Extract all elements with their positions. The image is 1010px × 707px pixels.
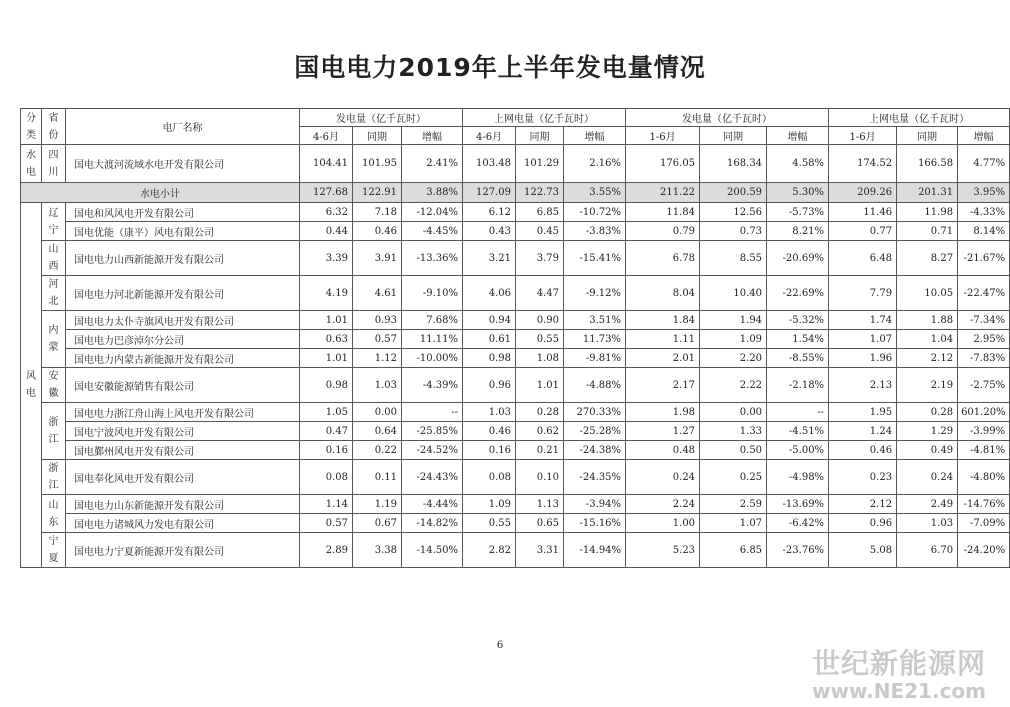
value-cell: 1.07 <box>700 514 767 533</box>
value-cell: 0.22 <box>353 441 402 460</box>
plant-name-cell: 国电宁波风电开发有限公司 <box>66 422 300 441</box>
value-cell: -20.69% <box>767 241 829 276</box>
value-cell: 11.46 <box>829 203 897 222</box>
value-cell: 1.27 <box>626 422 700 441</box>
value-cell: 0.55 <box>516 330 564 349</box>
plant-name-cell: 国电电力山东新能源开发有限公司 <box>66 495 300 514</box>
value-cell: 0.63 <box>300 330 353 349</box>
category-cell: 风电 <box>21 203 42 568</box>
value-cell: 0.28 <box>897 403 958 422</box>
value-cell: 1.13 <box>516 495 564 514</box>
sub-header: 同期 <box>516 127 564 145</box>
value-cell: 0.93 <box>353 311 402 330</box>
value-cell: 166.58 <box>897 145 958 183</box>
value-cell: 11.84 <box>626 203 700 222</box>
table-row <box>21 514 1010 533</box>
value-cell: 270.33% <box>564 403 626 422</box>
value-cell: 0.79 <box>626 222 700 241</box>
value-cell: 1.03 <box>897 514 958 533</box>
value-cell: 1.05 <box>300 403 353 422</box>
value-cell: 3.51% <box>564 311 626 330</box>
subtotal-label: 水电小计 <box>21 183 300 203</box>
table-row <box>21 311 1010 330</box>
value-cell: 2.89 <box>300 533 353 568</box>
value-cell: 0.77 <box>829 222 897 241</box>
value-cell: 211.22 <box>626 183 700 203</box>
value-cell: 0.94 <box>463 311 516 330</box>
value-cell: 0.65 <box>516 514 564 533</box>
value-cell: 6.78 <box>626 241 700 276</box>
value-cell: 0.08 <box>463 460 516 495</box>
value-cell: -4.51% <box>767 422 829 441</box>
value-cell: 2.17 <box>626 368 700 403</box>
table-row <box>21 495 1010 514</box>
value-cell: -10.72% <box>564 203 626 222</box>
value-cell: 10.40 <box>700 276 767 311</box>
province-cell: 浙江 <box>42 460 66 495</box>
value-cell: -7.83% <box>958 349 1010 368</box>
value-cell: 1.04 <box>897 330 958 349</box>
table-row <box>21 241 1010 276</box>
value-cell: -14.94% <box>564 533 626 568</box>
value-cell: 0.47 <box>300 422 353 441</box>
table-row <box>21 349 1010 368</box>
watermark-line1: 世纪新能源网 <box>811 647 986 680</box>
value-cell: 5.23 <box>626 533 700 568</box>
value-cell: 1.09 <box>700 330 767 349</box>
value-cell: 601.20% <box>958 403 1010 422</box>
site-watermark <box>812 648 986 702</box>
value-cell: 176.05 <box>626 145 700 183</box>
value-cell: -22.69% <box>767 276 829 311</box>
value-cell: 2.13 <box>829 368 897 403</box>
plant-name-cell: 国电和风风电开发有限公司 <box>66 203 300 222</box>
table-row <box>21 203 1010 222</box>
sub-header: 增幅 <box>402 127 463 145</box>
value-cell: 127.09 <box>463 183 516 203</box>
value-cell: -2.18% <box>767 368 829 403</box>
value-cell: -14.50% <box>402 533 463 568</box>
value-cell: 4.58% <box>767 145 829 183</box>
value-cell: 12.56 <box>700 203 767 222</box>
sub-header: 增幅 <box>767 127 829 145</box>
value-cell: 1.33 <box>700 422 767 441</box>
value-cell: 1.54% <box>767 330 829 349</box>
plant-name-cell: 国电电力内蒙古新能源开发有限公司 <box>66 349 300 368</box>
value-cell: 2.41% <box>402 145 463 183</box>
table-row <box>21 330 1010 349</box>
value-cell: -13.36% <box>402 241 463 276</box>
value-cell: 200.59 <box>700 183 767 203</box>
value-cell: 0.08 <box>300 460 353 495</box>
value-cell: 2.59 <box>700 495 767 514</box>
value-cell: 0.61 <box>463 330 516 349</box>
generation-table <box>20 108 1010 568</box>
value-cell: 4.47 <box>516 276 564 311</box>
value-cell: 4.19 <box>300 276 353 311</box>
table-row <box>21 403 1010 422</box>
value-cell: 2.24 <box>626 495 700 514</box>
value-cell: -24.38% <box>564 441 626 460</box>
value-cell: -4.88% <box>564 368 626 403</box>
plant-name-cell: 国电电力太仆寺旗风电开发有限公司 <box>66 311 300 330</box>
value-cell: 3.38 <box>353 533 402 568</box>
value-cell: 0.62 <box>516 422 564 441</box>
group-header: 上网电量（亿千瓦时） <box>829 109 1010 127</box>
value-cell: -21.67% <box>958 241 1010 276</box>
value-cell: 201.31 <box>897 183 958 203</box>
table-row <box>21 183 1010 203</box>
value-cell: 174.52 <box>829 145 897 183</box>
province-cell: 浙江 <box>42 403 66 460</box>
value-cell: 1.01 <box>516 368 564 403</box>
value-cell: 11.98 <box>897 203 958 222</box>
value-cell: 6.70 <box>897 533 958 568</box>
value-cell: 0.10 <box>516 460 564 495</box>
category-header: 分类 <box>21 109 42 145</box>
value-cell: 0.43 <box>463 222 516 241</box>
group-header: 上网电量（亿千瓦时） <box>463 109 626 127</box>
value-cell: 0.98 <box>463 349 516 368</box>
value-cell: -7.34% <box>958 311 1010 330</box>
table-row <box>21 145 1010 183</box>
value-cell: 1.74 <box>829 311 897 330</box>
value-cell: 1.03 <box>353 368 402 403</box>
value-cell: 2.49 <box>897 495 958 514</box>
value-cell: -- <box>402 403 463 422</box>
plant-name-cell: 国电奉化风电开发有限公司 <box>66 460 300 495</box>
value-cell: -15.16% <box>564 514 626 533</box>
value-cell: 1.24 <box>829 422 897 441</box>
value-cell: -23.76% <box>767 533 829 568</box>
table-row <box>21 109 1010 127</box>
value-cell: -24.52% <box>402 441 463 460</box>
value-cell: -4.98% <box>767 460 829 495</box>
value-cell: -24.43% <box>402 460 463 495</box>
value-cell: 0.25 <box>700 460 767 495</box>
value-cell: 2.22 <box>700 368 767 403</box>
province-cell: 河北 <box>42 276 66 311</box>
value-cell: 1.96 <box>829 349 897 368</box>
value-cell: 0.24 <box>626 460 700 495</box>
plant-name-cell: 国电大渡河流域水电开发有限公司 <box>66 145 300 183</box>
sub-header: 1-6月 <box>626 127 700 145</box>
plant-name-cell: 国电电力山西新能源开发有限公司 <box>66 241 300 276</box>
province-header: 省份 <box>42 109 66 145</box>
value-cell: 127.68 <box>300 183 353 203</box>
value-cell: 122.73 <box>516 183 564 203</box>
value-cell: 0.98 <box>300 368 353 403</box>
page-number: 6 <box>496 640 504 651</box>
value-cell: 1.03 <box>463 403 516 422</box>
value-cell: 101.95 <box>353 145 402 183</box>
value-cell: 1.01 <box>300 311 353 330</box>
value-cell: -5.00% <box>767 441 829 460</box>
value-cell: 4.06 <box>463 276 516 311</box>
table-row <box>21 222 1010 241</box>
value-cell: 0.55 <box>463 514 516 533</box>
value-cell: -4.45% <box>402 222 463 241</box>
value-cell: 3.95% <box>958 183 1010 203</box>
value-cell: 6.32 <box>300 203 353 222</box>
value-cell: 10.05 <box>897 276 958 311</box>
value-cell: 3.55% <box>564 183 626 203</box>
value-cell: 3.21 <box>463 241 516 276</box>
value-cell: 2.16% <box>564 145 626 183</box>
group-header: 发电量（亿千瓦时） <box>626 109 829 127</box>
group-header: 发电量（亿千瓦时） <box>300 109 463 127</box>
value-cell: 0.71 <box>897 222 958 241</box>
value-cell: 5.30% <box>767 183 829 203</box>
value-cell: 8.04 <box>626 276 700 311</box>
value-cell: 0.00 <box>353 403 402 422</box>
page-title: 国电电力2019年上半年发电量情况 <box>294 53 706 82</box>
value-cell: 1.08 <box>516 349 564 368</box>
value-cell: 6.12 <box>463 203 516 222</box>
value-cell: 101.29 <box>516 145 564 183</box>
value-cell: 3.39 <box>300 241 353 276</box>
value-cell: -24.35% <box>564 460 626 495</box>
value-cell: 3.31 <box>516 533 564 568</box>
value-cell: 1.14 <box>300 495 353 514</box>
value-cell: 1.95 <box>829 403 897 422</box>
value-cell: -6.42% <box>767 514 829 533</box>
value-cell: -14.76% <box>958 495 1010 514</box>
sub-header: 4-6月 <box>300 127 353 145</box>
value-cell: 0.48 <box>626 441 700 460</box>
table-row <box>21 422 1010 441</box>
value-cell: -4.44% <box>402 495 463 514</box>
plant-name-cell: 国电电力浙江舟山海上风电开发有限公司 <box>66 403 300 422</box>
value-cell: 2.12 <box>897 349 958 368</box>
province-cell: 山西 <box>42 241 66 276</box>
value-cell: 7.79 <box>829 276 897 311</box>
value-cell: 5.08 <box>829 533 897 568</box>
value-cell: 3.88% <box>402 183 463 203</box>
value-cell: 0.45 <box>516 222 564 241</box>
plant-name-cell: 国电鄞州风电开发有限公司 <box>66 441 300 460</box>
value-cell: 1.88 <box>897 311 958 330</box>
value-cell: 103.48 <box>463 145 516 183</box>
plant-name-cell: 国电电力巴彦淖尔分公司 <box>66 330 300 349</box>
value-cell: 2.82 <box>463 533 516 568</box>
value-cell: 11.11% <box>402 330 463 349</box>
plant-name-header: 电厂名称 <box>66 109 300 145</box>
province-cell: 宁夏 <box>42 533 66 568</box>
value-cell: -2.75% <box>958 368 1010 403</box>
value-cell: -7.09% <box>958 514 1010 533</box>
value-cell: 4.77% <box>958 145 1010 183</box>
value-cell: -14.82% <box>402 514 463 533</box>
sub-header: 1-6月 <box>829 127 897 145</box>
value-cell: -10.00% <box>402 349 463 368</box>
value-cell: 0.16 <box>300 441 353 460</box>
value-cell: 1.94 <box>700 311 767 330</box>
value-cell: 0.24 <box>897 460 958 495</box>
value-cell: 0.67 <box>353 514 402 533</box>
value-cell: 6.85 <box>516 203 564 222</box>
value-cell: 2.20 <box>700 349 767 368</box>
table-row <box>21 368 1010 403</box>
value-cell: 0.44 <box>300 222 353 241</box>
value-cell: 0.21 <box>516 441 564 460</box>
value-cell: -5.73% <box>767 203 829 222</box>
sub-header: 增幅 <box>564 127 626 145</box>
value-cell: 0.57 <box>300 514 353 533</box>
value-cell: -4.39% <box>402 368 463 403</box>
value-cell: 0.73 <box>700 222 767 241</box>
province-cell: 辽宁 <box>42 203 66 241</box>
value-cell: 6.48 <box>829 241 897 276</box>
value-cell: 1.12 <box>353 349 402 368</box>
value-cell: 122.91 <box>353 183 402 203</box>
value-cell: 0.96 <box>829 514 897 533</box>
value-cell: 2.12 <box>829 495 897 514</box>
value-cell: 168.34 <box>700 145 767 183</box>
value-cell: 11.73% <box>564 330 626 349</box>
province-cell: 四川 <box>42 145 66 183</box>
value-cell: 1.84 <box>626 311 700 330</box>
value-cell: -4.81% <box>958 441 1010 460</box>
value-cell: -5.32% <box>767 311 829 330</box>
plant-name-cell: 国电电力诸城风力发电有限公司 <box>66 514 300 533</box>
value-cell: -25.28% <box>564 422 626 441</box>
province-cell: 山东 <box>42 495 66 533</box>
plant-name-cell: 国电优能（康平）风电有限公司 <box>66 222 300 241</box>
plant-name-cell: 国电电力河北新能源开发有限公司 <box>66 276 300 311</box>
value-cell: -15.41% <box>564 241 626 276</box>
plant-name-cell: 国电安徽能源销售有限公司 <box>66 368 300 403</box>
value-cell: -22.47% <box>958 276 1010 311</box>
value-cell: -3.94% <box>564 495 626 514</box>
value-cell: 1.01 <box>300 349 353 368</box>
value-cell: 7.18 <box>353 203 402 222</box>
province-cell: 内蒙 <box>42 311 66 368</box>
table-row <box>21 533 1010 568</box>
value-cell: -3.99% <box>958 422 1010 441</box>
table-row <box>21 276 1010 311</box>
province-cell: 安徽 <box>42 368 66 403</box>
value-cell: 1.07 <box>829 330 897 349</box>
value-cell: -4.33% <box>958 203 1010 222</box>
sub-header: 同期 <box>700 127 767 145</box>
value-cell: 0.57 <box>353 330 402 349</box>
value-cell: 1.29 <box>897 422 958 441</box>
value-cell: 0.46 <box>353 222 402 241</box>
table-row <box>21 441 1010 460</box>
value-cell: 0.90 <box>516 311 564 330</box>
value-cell: 8.21% <box>767 222 829 241</box>
value-cell: 7.68% <box>402 311 463 330</box>
value-cell: 1.98 <box>626 403 700 422</box>
sub-header: 同期 <box>897 127 958 145</box>
plant-name-cell: 国电电力宁夏新能源开发有限公司 <box>66 533 300 568</box>
value-cell: 3.79 <box>516 241 564 276</box>
value-cell: 2.01 <box>626 349 700 368</box>
value-cell: 2.95% <box>958 330 1010 349</box>
value-cell: -3.83% <box>564 222 626 241</box>
value-cell: 0.46 <box>463 422 516 441</box>
value-cell: -12.04% <box>402 203 463 222</box>
value-cell: 0.46 <box>829 441 897 460</box>
value-cell: 0.16 <box>463 441 516 460</box>
value-cell: 6.85 <box>700 533 767 568</box>
value-cell: -25.85% <box>402 422 463 441</box>
category-cell: 水电 <box>21 145 42 183</box>
value-cell: 4.61 <box>353 276 402 311</box>
value-cell: -- <box>767 403 829 422</box>
value-cell: 3.91 <box>353 241 402 276</box>
value-cell: -24.20% <box>958 533 1010 568</box>
value-cell: 1.19 <box>353 495 402 514</box>
watermark-line2: www.NE21.com <box>811 679 986 703</box>
sub-header: 4-6月 <box>463 127 516 145</box>
value-cell: 8.14% <box>958 222 1010 241</box>
value-cell: 0.23 <box>829 460 897 495</box>
value-cell: -9.12% <box>564 276 626 311</box>
value-cell: 0.11 <box>353 460 402 495</box>
value-cell: 1.09 <box>463 495 516 514</box>
value-cell: 0.96 <box>463 368 516 403</box>
sub-header: 同期 <box>353 127 402 145</box>
value-cell: 1.11 <box>626 330 700 349</box>
value-cell: 8.27 <box>897 241 958 276</box>
value-cell: 0.00 <box>700 403 767 422</box>
value-cell: -8.55% <box>767 349 829 368</box>
value-cell: 0.28 <box>516 403 564 422</box>
value-cell: 104.41 <box>300 145 353 183</box>
table-row <box>21 460 1010 495</box>
value-cell: 0.50 <box>700 441 767 460</box>
value-cell: 0.64 <box>353 422 402 441</box>
value-cell: -13.69% <box>767 495 829 514</box>
sub-header: 增幅 <box>958 127 1010 145</box>
value-cell: -9.81% <box>564 349 626 368</box>
value-cell: -4.80% <box>958 460 1010 495</box>
value-cell: -9.10% <box>402 276 463 311</box>
value-cell: 0.49 <box>897 441 958 460</box>
value-cell: 8.55 <box>700 241 767 276</box>
value-cell: 209.26 <box>829 183 897 203</box>
value-cell: 2.19 <box>897 368 958 403</box>
value-cell: 1.00 <box>626 514 700 533</box>
